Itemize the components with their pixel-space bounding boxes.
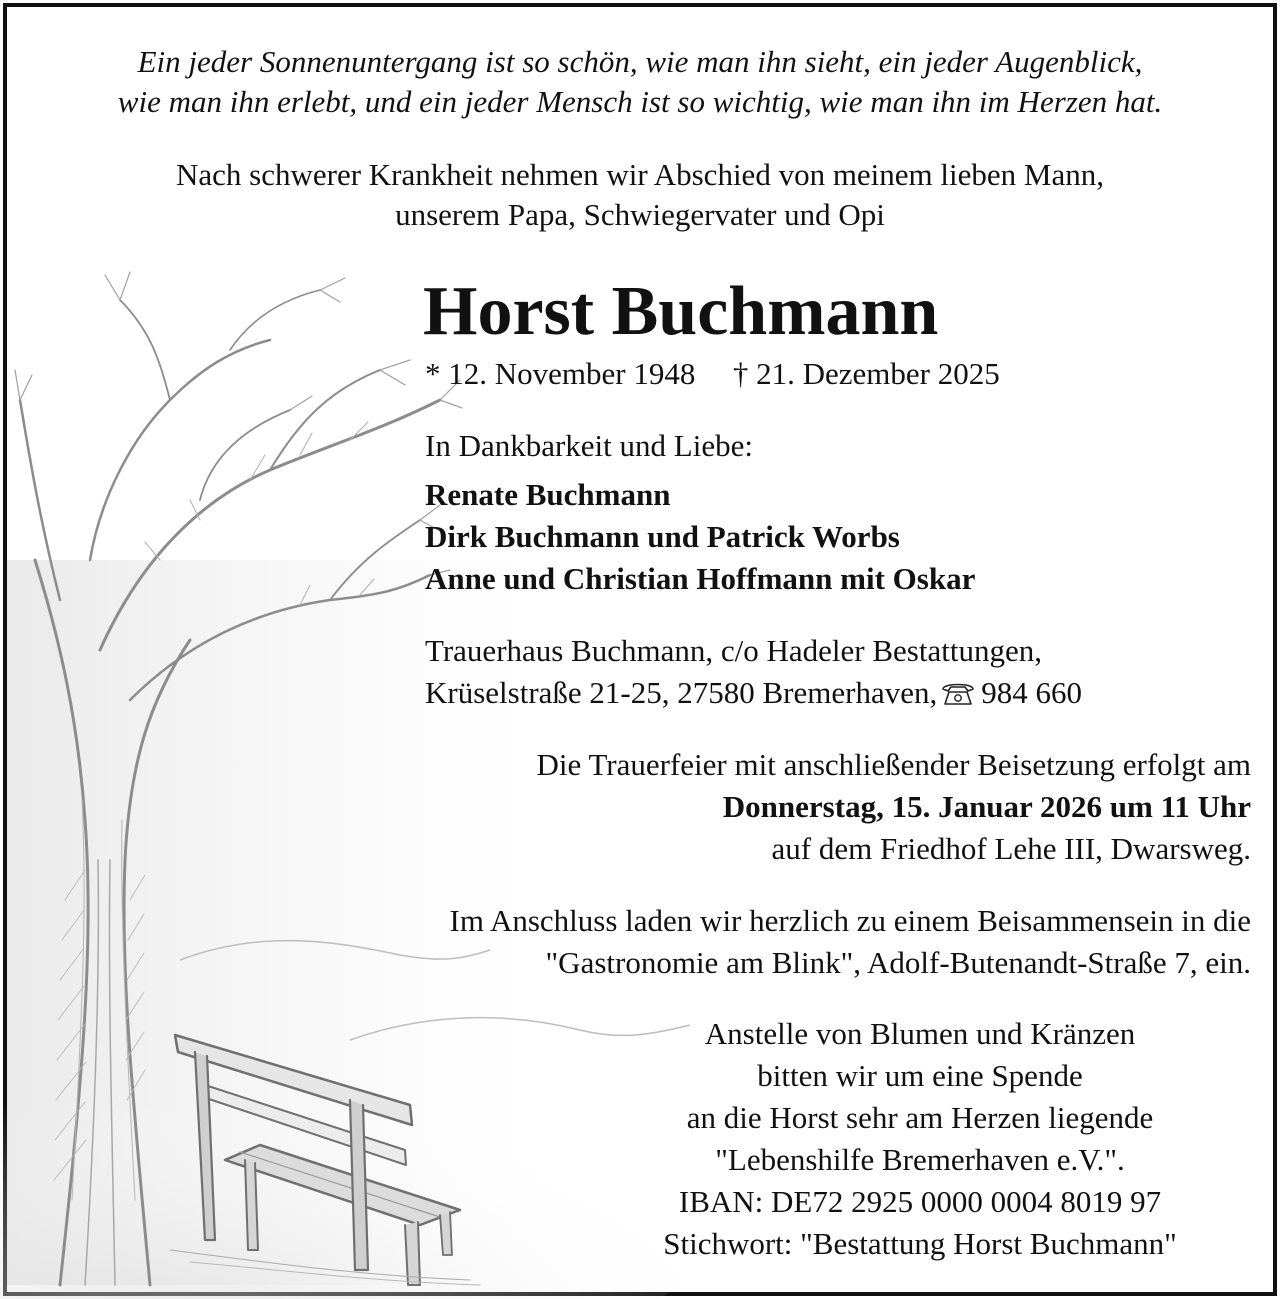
reception-line-2: "Gastronomie am Blink", Adolf-Butenandt-Straße 7, ein. (545, 945, 1251, 980)
donation-line: bitten wir um eine Spende (757, 1058, 1083, 1093)
reception-line-1: Im Anschluss laden wir herzlich zu einem Beisammensein in die (449, 903, 1251, 938)
address-line-1: Trauerhaus Buchmann, c/o Hadeler Bestattungen, (425, 633, 1042, 668)
phone-number: 984 660 (981, 675, 1082, 710)
deceased-name: Horst Buchmann (423, 273, 939, 350)
ceremony-line-1: Die Trauerfeier mit anschließender Beisetzung erfolgt am (536, 747, 1251, 782)
ceremony-location: auf dem Friedhof Lehe III, Dwarsweg. (771, 831, 1251, 866)
mourner-name: Anne und Christian Hoffmann mit Oskar (425, 561, 976, 596)
address-line-2 (425, 675, 1082, 711)
intro-line-2: unserem Papa, Schwiegervater und Opi (395, 197, 885, 232)
quote-line-2: wie man ihn erlebt, und ein jeder Mensch ist so wichtig, wie man ihn im Herzen hat. (117, 84, 1163, 119)
donation-line: "Lebenshilfe Bremerhaven e.V.". (715, 1142, 1125, 1177)
intro-line-1: Nach schwerer Krankheit nehmen wir Abschied von meinem lieben Mann, (176, 157, 1104, 192)
telephone-icon (941, 680, 975, 706)
birth-date: * 12. November 1948 (425, 356, 696, 391)
quote-line-1: Ein jeder Sonnenuntergang ist so schön, wie man ihn sieht, ein jeder Augenblick, (137, 44, 1143, 79)
mourner-name: Dirk Buchmann und Patrick Worbs (425, 519, 900, 554)
mourner-name: Renate Buchmann (425, 477, 671, 512)
donation-keyword: Stichwort: "Bestattung Horst Buchmann" (663, 1226, 1177, 1261)
mourners-heading: In Dankbarkeit und Liebe: (425, 428, 753, 463)
life-dates (425, 356, 1000, 392)
donation-line: Anstelle von Blumen und Kränzen (704, 1016, 1136, 1051)
donation-iban: IBAN: DE72 2925 0000 0004 8019 97 (678, 1184, 1162, 1219)
address-street: Krüselstraße 21-25, 27580 Bremerhaven, (425, 675, 938, 710)
donation-line: an die Horst sehr am Herzen liegende (686, 1100, 1154, 1135)
death-date: † 21. Dezember 2025 (732, 356, 1000, 391)
ceremony-date: Donnerstag, 15. Januar 2026 um 11 Uhr (722, 789, 1251, 824)
